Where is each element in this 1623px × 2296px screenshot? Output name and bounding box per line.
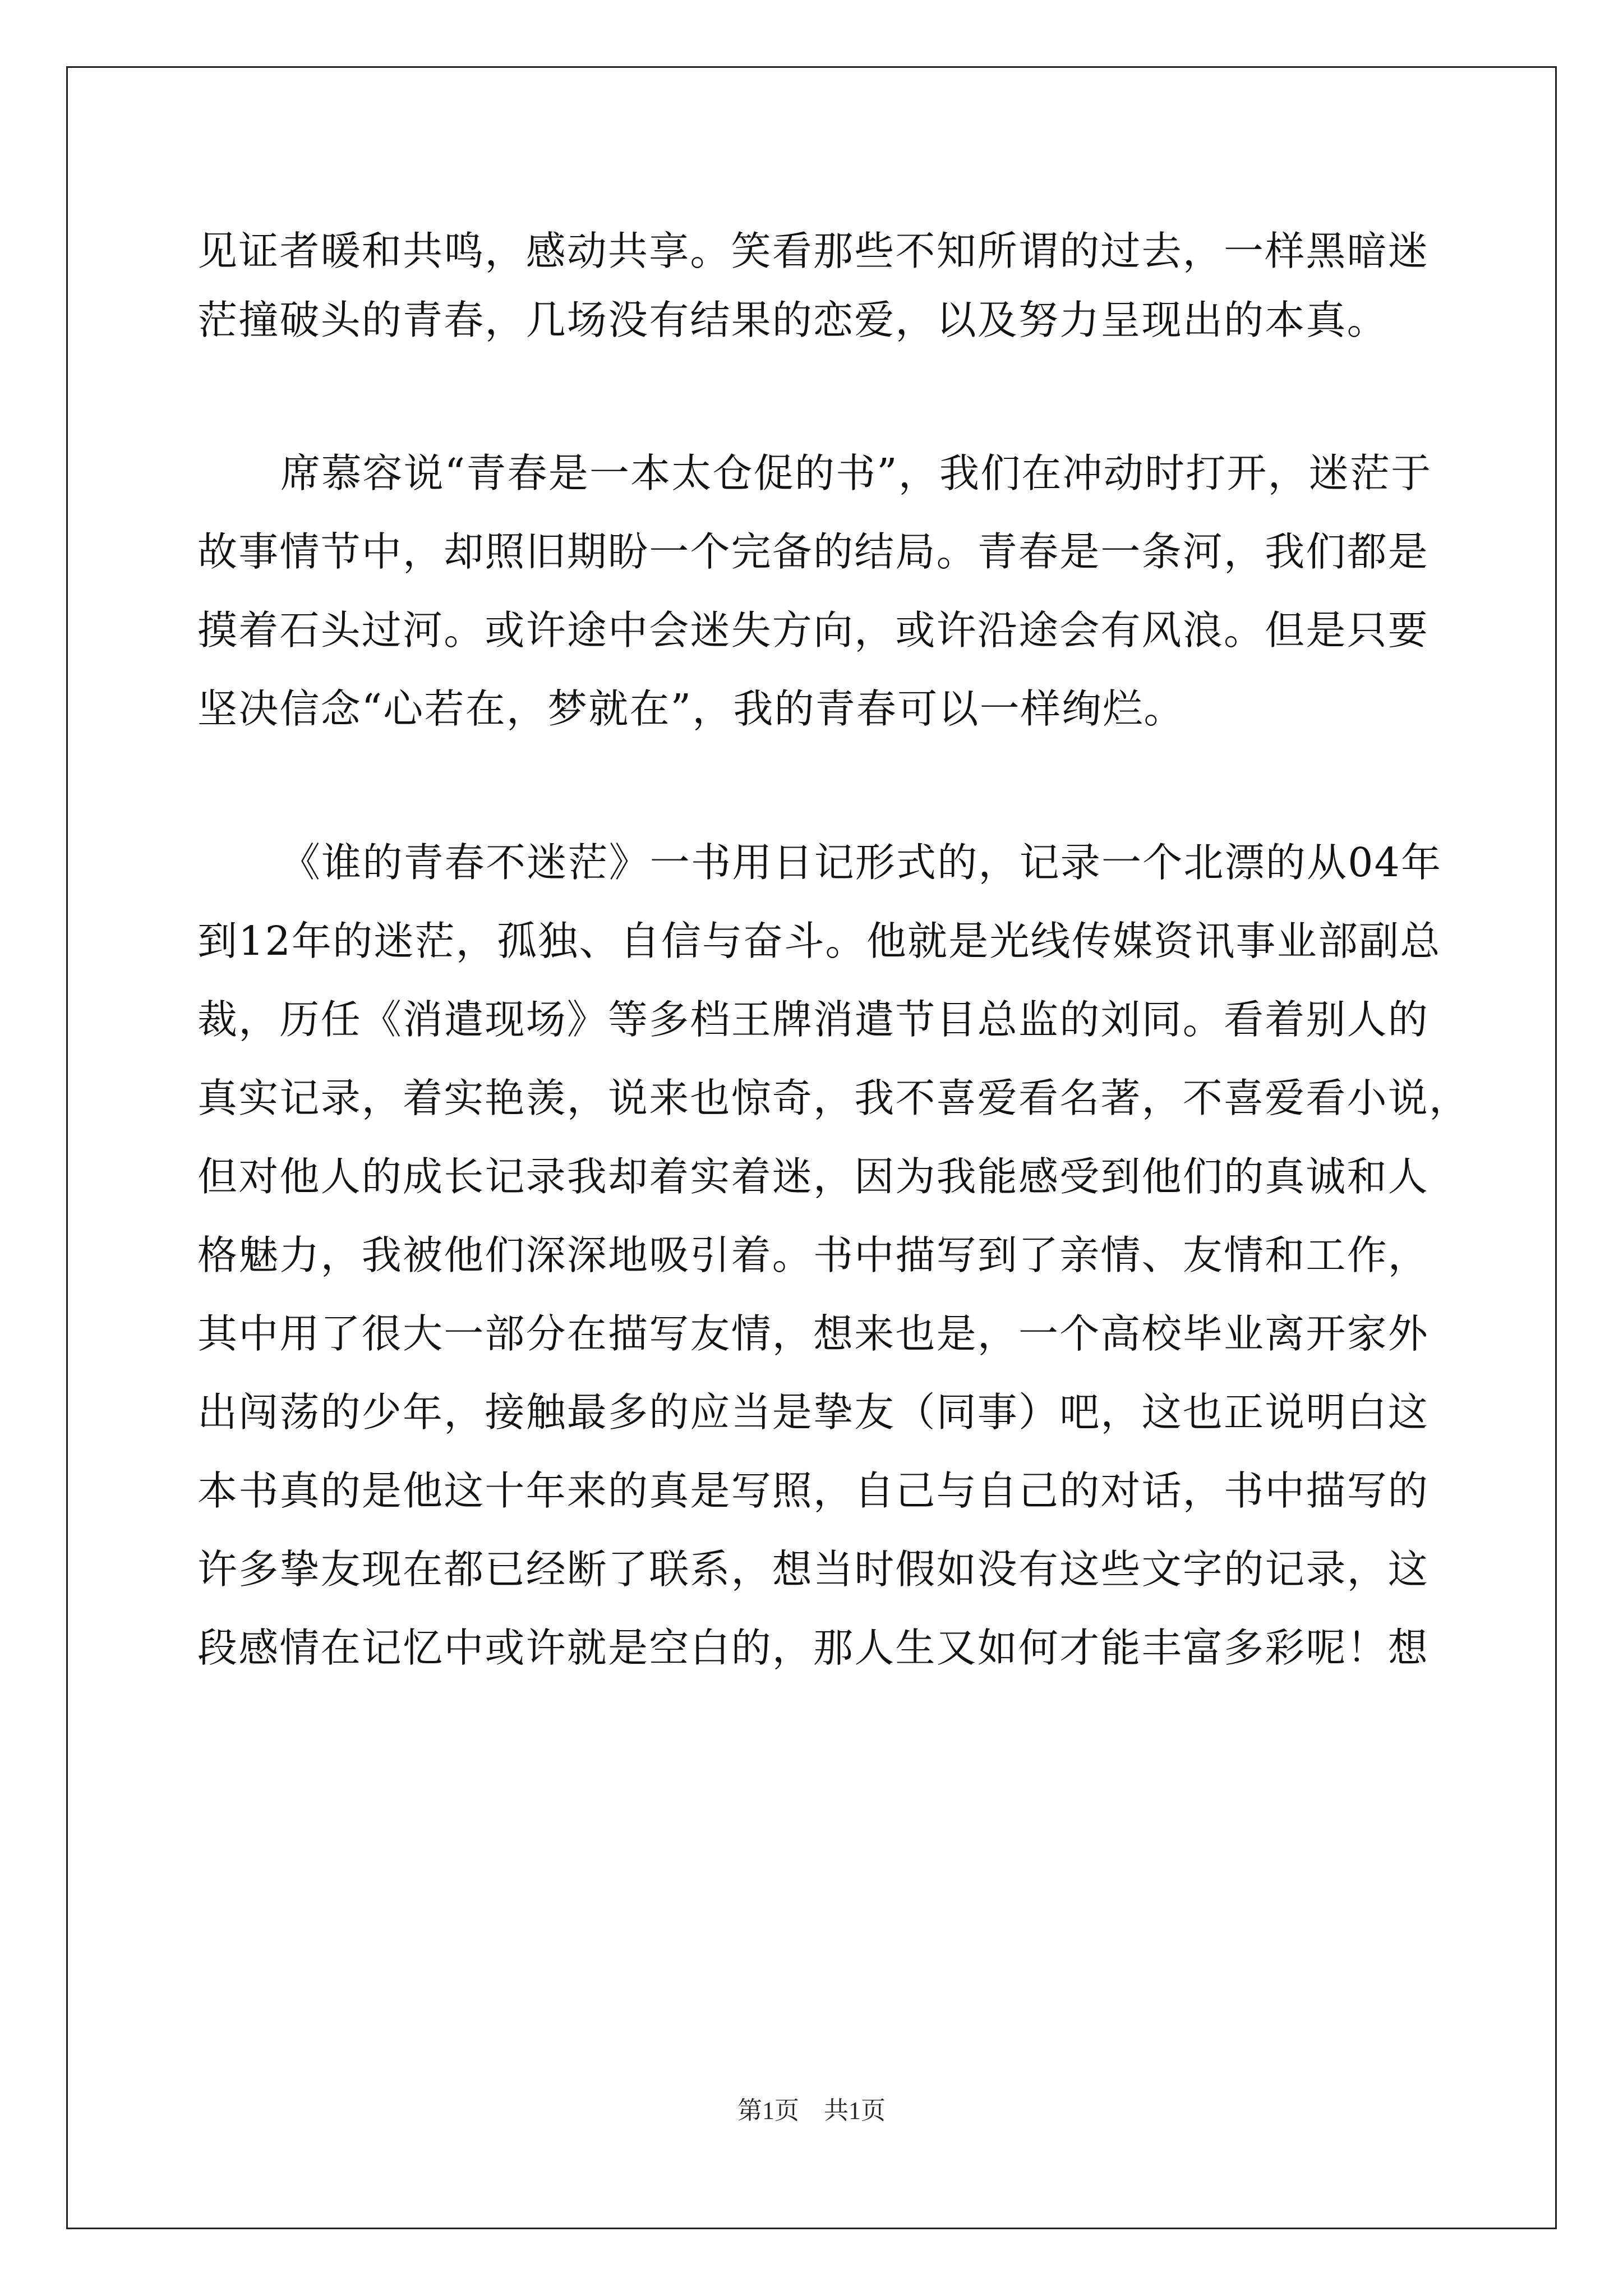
paragraph-line: 见证者暖和共鸣，感动共享。笑看那些不知所谓的过去，一样黑暗迷 (197, 228, 1430, 274)
paragraph-line: 坚决信念“心若在，梦就在”，我的青春可以一样绚烂。 (197, 685, 1185, 732)
paragraph-line: 席慕容说“青春是一本太仓促的书”，我们在冲动时打开，迷茫于 (280, 450, 1432, 496)
paragraph-line: 其中用了很大一部分在描写友情，想来也是，一个高校毕业离开家外 (197, 1310, 1430, 1357)
paragraph-line: 但对他人的成长记录我却着实着迷，因为我能感受到他们的真诚和人 (197, 1153, 1430, 1200)
paragraph-line: 本书真的是他这十年来的真是写照，自己与自己的对话，书中描写的 (197, 1467, 1430, 1514)
paragraph-line: 许多挚友现在都已经断了联系，想当时假如没有这些文字的记录，这 (197, 1546, 1430, 1593)
paragraph-line: 真实记录，着实艳羡，说来也惊奇，我不喜爱看名著，不喜爱看小说， (197, 1075, 1470, 1121)
paragraph-line: 《谁的青春不迷茫》一书用日记形式的，记录一个北漂的从04年 (280, 839, 1442, 886)
paragraph-line: 茫撞破头的青春，几场没有结果的恋爱，以及努力呈现出的本真。 (197, 297, 1388, 343)
paragraph-line: 到12年的迷茫，孤独、自信与奋斗。他就是光线传媒资讯事业部副总 (197, 918, 1441, 964)
page-number: 第1页 共1页 (737, 2097, 886, 2124)
paragraph-line: 裁，历任《消遣现场》等多档王牌消遣节目总监的刘同。看着别人的 (197, 996, 1430, 1043)
paragraph-line: 格魅力，我被他们深深地吸引着。书中描写到了亲情、友情和工作， (197, 1232, 1430, 1278)
paragraph-line: 故事情节中，却照旧期盼一个完备的结局。青春是一条河，我们都是 (197, 528, 1430, 575)
paragraph-line: 段感情在记忆中或许就是空白的，那人生又如何才能丰富多彩呢！想 (197, 1625, 1430, 1671)
paragraph-line: 摸着石头过河。或许途中会迷失方向，或许沿途会有风浪。但是只要 (197, 607, 1430, 654)
paragraph-line: 出闯荡的少年，接触最多的应当是挚友（同事）吧，这也正说明白这 (197, 1389, 1430, 1435)
